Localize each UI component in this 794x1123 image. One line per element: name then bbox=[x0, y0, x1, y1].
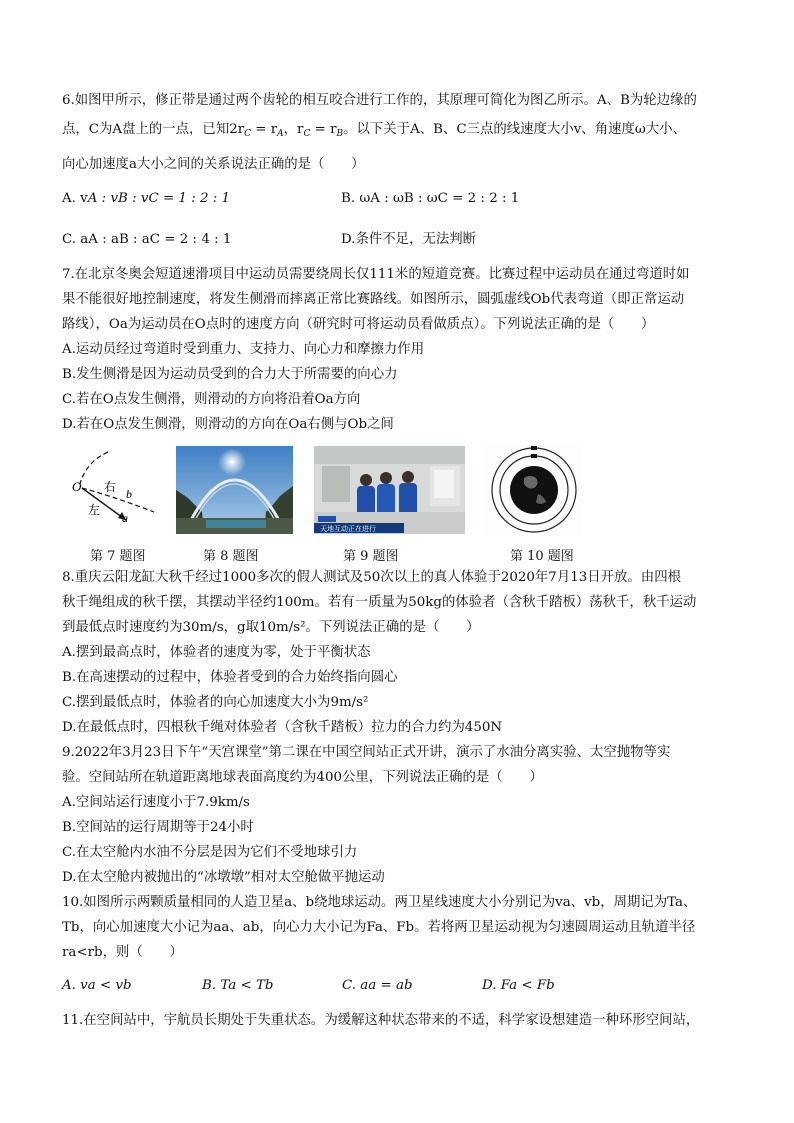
q6-stem-2g: = r bbox=[310, 122, 337, 137]
q9-option-c: C.在太空舱内水油不分层是因为它们不受地球引力 bbox=[62, 845, 358, 860]
q6-sub-c2: C bbox=[303, 129, 311, 139]
q8-stem-line-2: 秋千绳组成的秋千摆，其摆动半径约100m。若有一质量为50kg的体验者（含秋千踏板）荡秋千，秋千运动 bbox=[62, 595, 697, 610]
fig10-caption: 第 10 题图 bbox=[510, 549, 574, 564]
q9-option-a: A.空间站运行速度小于7.9km/s bbox=[62, 795, 250, 810]
q8-option-c: C.摆到最低点时，体验者的向心加速度大小为9m/s² bbox=[62, 695, 369, 710]
fig9-caption: 第 9 题图 bbox=[343, 549, 399, 564]
fig7-label-a: a bbox=[122, 511, 128, 525]
q6-option-d: D.条件不足，无法判断 bbox=[341, 232, 477, 247]
fig7-label-o: O bbox=[72, 479, 82, 494]
fig10-earth bbox=[510, 466, 558, 514]
q7-option-d: D.若在O点发生侧滑，则滑动的方向在Oa右侧与Ob之间 bbox=[62, 417, 394, 432]
fig10-satellite-b bbox=[531, 446, 537, 450]
q9-option-b: B.空间站的运行周期等于24小时 bbox=[62, 820, 254, 835]
q9-stem-line-2: 验。空间站所在轨道距离地球表面高度约为400公里，下列说法正确的是（ ） bbox=[62, 770, 543, 785]
fig8-caption: 第 8 题图 bbox=[203, 549, 259, 564]
q7-option-b: B.发生侧滑是因为运动员受到的合力大于所需要的向心力 bbox=[62, 367, 398, 382]
q10-option-d: D. Fa < Fb bbox=[482, 978, 555, 993]
q6-option-c: C. aA : aB : aC = 2 : 4 : 1 bbox=[62, 232, 232, 247]
q9-option-d: D.在太空舱内被抛出的“冰墩墩”相对太空舱做平抛运动 bbox=[62, 870, 385, 885]
q6-option-b: B. ωA : ωB : ωC = 2 : 2 : 1 bbox=[341, 191, 520, 206]
q8-option-d: D.在最低点时，四根秋千绳对体验者（含秋千踏板）拉力的合力约为450N bbox=[62, 720, 503, 735]
q8-stem-line-3: 到最低点时速度约为30m/s，g取10m/s²。下列说法正确的是（ ） bbox=[62, 620, 480, 635]
q6-option-a bbox=[62, 190, 230, 208]
fig9-space-station-photo bbox=[314, 446, 465, 534]
q9-stem-line-1: 9.2022年3月23日下午“天宫课堂”第二课在中国空间站正式开讲，演示了水油分离实验、太空抛物等实 bbox=[62, 745, 671, 760]
fig9-photo-svg bbox=[314, 446, 465, 534]
q7-option-a: A.运动员经过弯道时受到重力、支持力、向心力和摩擦力作用 bbox=[62, 342, 425, 357]
q8-option-a: A.摆到最高点时，体验者的速度为零，处于平衡状态 bbox=[62, 645, 371, 660]
fig7-label-b: b bbox=[126, 487, 132, 501]
q7-stem-line-2: 果不能很好地控制速度，将发生侧滑而摔离正常比赛路线。如图所示，圆弧虚线Ob代表弯道（即正常运动 bbox=[62, 292, 685, 307]
fig7-label-right: 右 bbox=[104, 480, 117, 494]
fig10-satellite-a bbox=[531, 454, 537, 458]
fig7-diagram bbox=[66, 446, 166, 528]
q10-option-c: C. aa = ab bbox=[342, 978, 413, 993]
q7-stem-line-1: 7.在北京冬奥会短道速滑项目中运动员需要绕周长仅111米的短道竞赛。比赛过程中运动员在通过弯道时如 bbox=[62, 267, 690, 282]
q10-stem-line-1: 10.如图所示两颗质量相同的人造卫星a、b绕地球运动。两卫星线速度大小分别记为va、vb，周期记为Ta、 bbox=[62, 895, 697, 910]
q6-stem-2a: 点，C为A盘上的一点，已知2r bbox=[62, 122, 245, 137]
q7-option-c: C.若在O点发生侧滑，则滑动的方向将沿着Oa方向 bbox=[62, 392, 361, 407]
q7-stem-line-3: 路线），Oa为运动员在O点时的速度方向（研究时可将运动员看做质点）。下列说法正确的是（ ） bbox=[62, 317, 655, 332]
q10-stem-line-2: Tb，向心加速度大小记为aa、ab，向心力大小记为Fa、Fb。若将两卫星运动视为匀速圆周运动且轨道半径 bbox=[62, 920, 696, 935]
q8-stem-line-1: 8.重庆云阳龙缸大秋千经过1000多次的假人测试及50次以上的真人体验于2020年7月13日开放。由四根 bbox=[62, 570, 681, 585]
q11-stem-line-1: 11.在空间站中，宇航员长期处于失重状态。为缓解这种状态带来的不适，科学家设想建造一种环形空间站， bbox=[62, 1013, 700, 1028]
q6-stem-2c: = r bbox=[251, 122, 278, 137]
fig8-swing-photo bbox=[176, 446, 293, 534]
q6-sub-b: B bbox=[336, 129, 344, 139]
q6-stem-2i: 。以下关于A、B、C三点的线速度大小v、角速度ω大小、 bbox=[343, 122, 686, 137]
fig10-orbit-diagram bbox=[486, 444, 582, 536]
q6-stem-line-3: 向心加速度a大小之间的关系说法正确的是（ ） bbox=[62, 157, 365, 172]
q6-sub-c1: C bbox=[244, 129, 252, 139]
fig7-label-left: 左 bbox=[88, 503, 101, 517]
q6-option-a-body: A : vB : vC = 1 : 2 : 1 bbox=[87, 191, 231, 206]
fig8-photo-svg bbox=[176, 446, 293, 534]
q6-stem-line-2 bbox=[62, 121, 686, 143]
q8-option-b: B.在高速摆动的过程中，体验者受到的合力始终指向圆心 bbox=[62, 670, 398, 685]
q10-option-a: A. va < vb bbox=[62, 978, 132, 993]
q10-option-b: B. Ta < Tb bbox=[202, 978, 274, 993]
fig7-caption: 第 7 题图 bbox=[90, 549, 146, 564]
q6-stem-2e: ，r bbox=[283, 122, 304, 137]
q6-option-a-prefix: A. v bbox=[62, 191, 88, 206]
q6-stem-line-1: 6.如图甲所示，修正带是通过两个齿轮的相互咬合进行工作的，其原理可简化为图乙所示。A、B为轮边缘的 bbox=[62, 93, 697, 108]
q6-sub-a: A bbox=[277, 129, 284, 139]
q10-stem-line-3: ra<rb，则（ ） bbox=[62, 945, 183, 960]
fig9-banner-text: 天地互动正在进行 bbox=[320, 525, 376, 533]
